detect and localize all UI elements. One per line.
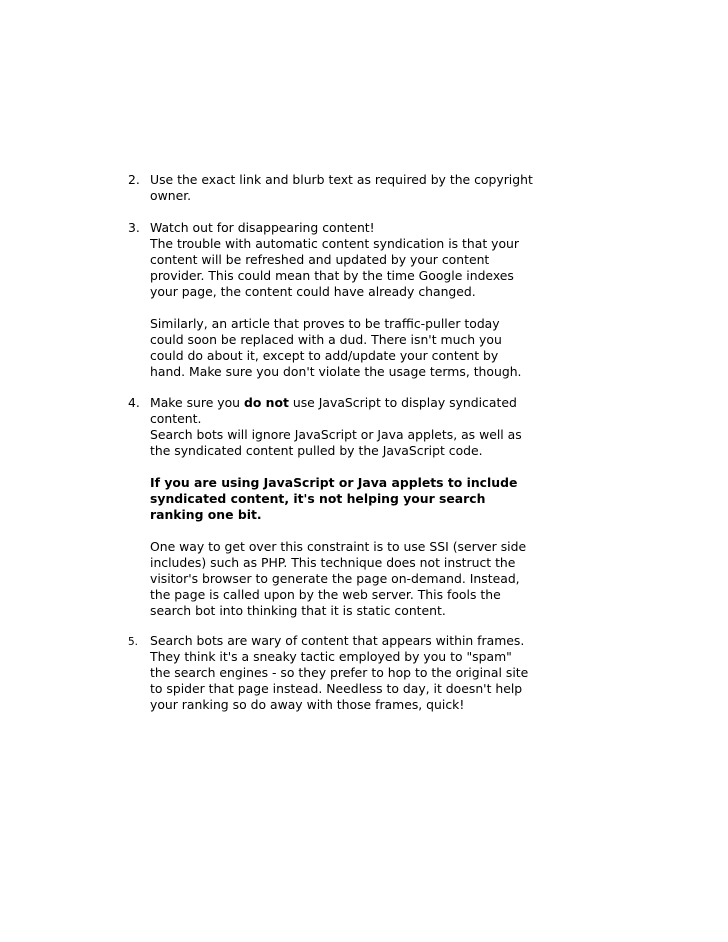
text-line: Search bots will ignore JavaScript or Java applets, as well as [150, 427, 522, 442]
bold-text-line: If you are using JavaScript or Java applets to include [150, 475, 518, 490]
text-segment: Make sure you [150, 395, 244, 410]
text-line: includes) such as PHP. This technique does not instruct the [150, 555, 516, 570]
list-item-text [150, 395, 570, 619]
text-line: the page is called upon by the web server. This fools the [150, 587, 501, 602]
text-line: owner. [150, 188, 192, 203]
list-item-text [150, 633, 570, 713]
emphasis-text: do not [243, 395, 289, 410]
text-segment: use JavaScript to display syndicated [288, 395, 517, 410]
text-line: The trouble with automatic content syndication is that your [150, 236, 519, 251]
text-line: content. [150, 411, 202, 426]
list-item-text [150, 172, 570, 204]
text-line: They think it's a sneaky tactic employed by you to "spam" [150, 649, 512, 664]
text-line: the syndicated content pulled by the JavaScript code. [150, 443, 483, 458]
list-number: 5. [128, 636, 139, 648]
text-line: Use the exact link and blurb text as required by the copyright [150, 172, 533, 187]
text-line: could soon be replaced with a dud. There isn't much you [150, 332, 502, 347]
text-line: Watch out for disappearing content! [150, 220, 375, 235]
text-line: Search bots are wary of content that appears within frames. [150, 633, 525, 648]
list-number: 3. [128, 220, 140, 235]
text-line: your ranking so do away with those frames, quick! [150, 697, 465, 712]
bold-text-line: ranking one bit. [150, 507, 262, 522]
list-item-text [150, 220, 570, 380]
text-line: hand. Make sure you don't violate the usage terms, though. [150, 364, 522, 379]
text-line: could do about it, except to add/update your content by [150, 348, 499, 363]
text-line: to spider that page instead. Needless to day, it doesn't help [150, 681, 523, 696]
text-line: visitor's browser to generate the page on-demand. Instead, [150, 571, 520, 586]
text-line: Similarly, an article that proves to be traffic-puller today [150, 316, 500, 331]
list-number: 2. [128, 172, 140, 187]
text-line: content will be refreshed and updated by your content [150, 252, 490, 267]
text-line: provider. This could mean that by the time Google indexes [150, 268, 514, 283]
text-line: One way to get over this constraint is to use SSI (server side [150, 539, 527, 554]
text-line: your page, the content could have already changed. [150, 284, 476, 299]
bold-text-line: syndicated content, it's not helping your search [150, 491, 486, 506]
text-line: the search engines - so they prefer to hop to the original site [150, 665, 529, 680]
text-line [150, 395, 570, 411]
list-number: 4. [128, 395, 140, 410]
text-line: search bot into thinking that it is static content. [150, 603, 446, 618]
